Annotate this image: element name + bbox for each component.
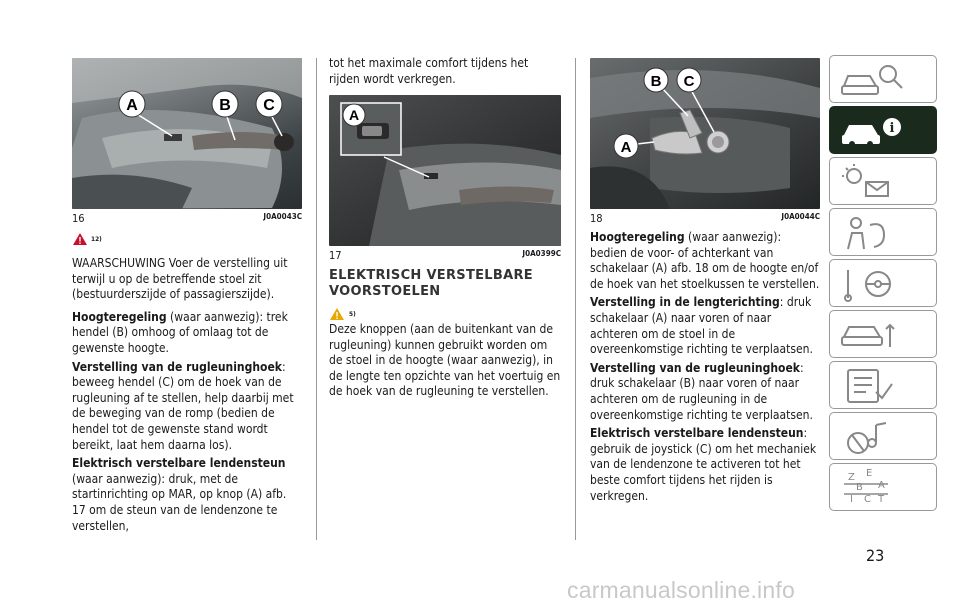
svg-text:T: T [878,494,885,505]
paragraph-rugleuninghoek-elektrisch: Verstelling van de rugleuninghoek: druk schakelaar (B) naar voren of naar achteren om de rugleuning in de overeenkomstige richting te verplaatsen. [590,360,813,422]
car-search-icon [830,56,936,102]
label-a: A [348,107,360,123]
figure-18-code: J0A0044C [781,212,820,221]
checklist-icon [830,362,936,408]
svg-text:C: C [864,494,871,505]
warning-ref-5: 5) [329,306,345,325]
column-1-text [72,256,302,534]
column-2-top-text: tot het maximale comfort tijdens het rijden wordt verkregen. [329,56,529,86]
column-divider-2 [575,58,576,540]
sidebar-tab-emergency[interactable] [829,310,937,358]
footer-watermark: carmanualsonline.info [567,577,795,603]
figure-17-number: 17 [329,249,342,262]
label-a: A [620,139,632,156]
sidebar-tab-maintenance[interactable] [829,361,937,409]
alphabet-index-icon [830,464,936,510]
warning-light-mail-icon [830,158,936,204]
label-a: A [126,97,138,114]
figure-17-code: J0A0399C [522,249,561,258]
sidebar-tab-starting-driving[interactable] [829,259,937,307]
column-2-body: Deze knoppen (aan de buitenkant van de rugleuning) kunnen gebruikt worden om de stoel in de hoogte (waar aanwezig), in de lengte ten opzichte van het voertuig en de hoek van de rugleuning te verstellen. [329,322,561,399]
paragraph-lendensteun-elektrisch: Elektrisch verstelbare lendensteun: gebruik de joystick (C) om het mechaniek van de lendenzone te activeren tot het beste comfort tijdens het rijden is verkregen. [590,426,817,503]
paragraph-rugleuninghoek: Verstelling van de rugleuninghoek: beweeg hendel (C) om de hoek van de rugleuning af te stellen, help daarbij met de beweging van de romp (bedien de hendel tot de gewenste stand wordt bereikt, laat hem daarna los). [72,359,294,452]
caution-triangle-icon [329,307,345,321]
hand-airbag-icon [830,209,936,255]
warning-ref-12: 12) [72,231,88,250]
warning-triangle-icon [72,232,88,246]
figure-16-photo [72,58,302,209]
label-c: C [683,73,695,90]
figure-18-photo [590,58,820,209]
sidebar-tab-car-info[interactable] [829,106,937,154]
sidebar-tab-index[interactable] [829,463,937,511]
page-number: 23 [866,546,885,565]
paragraph-lendensteun: Elektrisch verstelbare lendensteun (waar aanwezig): druk, met de startinrichting op MAR, op knop (A) afb. 17 om de steun van de lendenzone te verstellen, [72,456,287,533]
svg-text:E: E [866,468,873,479]
music-phone-icon [830,413,936,459]
sidebar-tab-warning-lights[interactable] [829,157,937,205]
paragraph-lengterichting: Verstelling in de lengterichting: druk schakelaar (A) naar voren of naar achteren om de stoel in de overeenkomstige richting te verplaatsen. [590,295,813,357]
sidebar-tab-car-search[interactable] [829,55,937,103]
car-lift-icon [830,311,936,357]
label-b: B [650,73,662,90]
label-c: C [263,97,275,114]
column-divider-1 [316,58,317,540]
section-heading: ELEKTRISCH VERSTELBARE VOORSTOELEN [329,268,533,299]
label-b: B [219,97,231,114]
car-info-icon [830,107,936,153]
svg-text:Z: Z [848,472,855,483]
steering-wheel-tools-icon [830,260,936,306]
figure-16-number: 16 [72,212,85,225]
svg-text:A: A [878,480,885,491]
svg-text:i: i [889,121,895,136]
svg-text:B: B [856,482,863,493]
figure-17-photo [329,95,561,246]
svg-text:I: I [850,494,853,505]
column-3-text [590,230,820,504]
paragraph-hoogteregeling-elektrisch: Hoogteregeling (waar aanwezig): bedien de voor- of achterkant van schakelaar (A) afb. 18 om de hoogte en/of de hoek van het stoelkussen te verstellen. [590,230,820,291]
sidebar-tab-safety[interactable] [829,208,937,256]
warning-paragraph: WAARSCHUWING Voer de verstelling uit terwijl u op de betreffende stoel zit (bestuurderszijde of passagierszijde). [72,256,288,302]
paragraph-hoogteregeling: Hoogteregeling (waar aanwezig): trek hendel (B) omhoog of omlaag tot de gewenste hoogte. [72,309,288,355]
figure-16-code: J0A0043C [263,212,302,221]
sidebar-tab-multimedia[interactable] [829,412,937,460]
figure-18-number: 18 [590,212,603,225]
